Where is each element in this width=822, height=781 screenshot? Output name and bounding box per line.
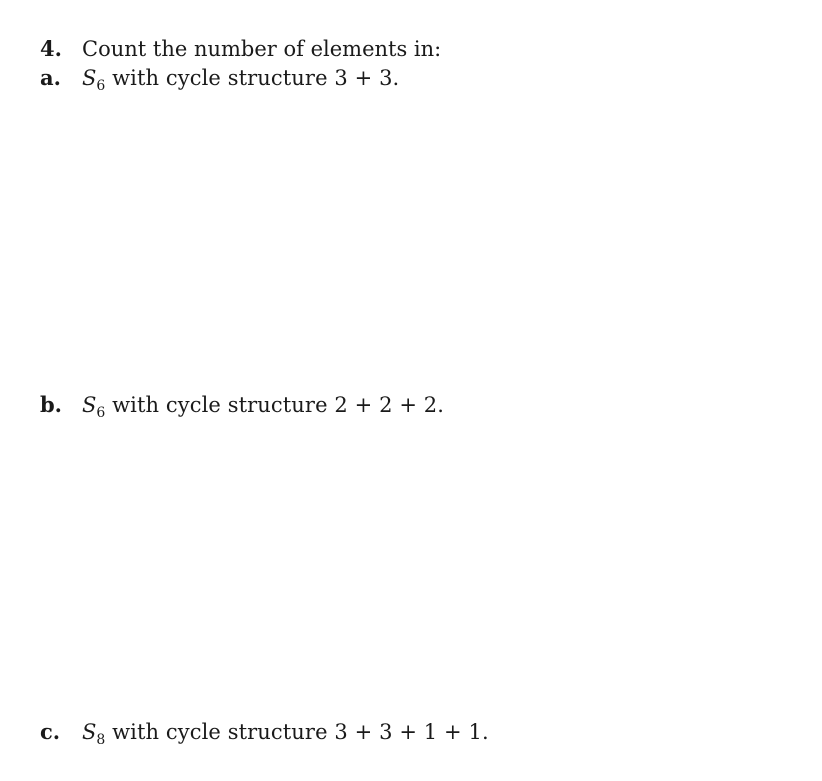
part-a-text: with cycle structure 3 + 3.	[105, 66, 400, 90]
part-b-group	[82, 393, 106, 421]
part-a-group-index: 6	[96, 78, 106, 94]
part-a-label: a.	[40, 65, 61, 90]
part-c	[40, 719, 489, 748]
part-c-group-index: 8	[96, 732, 106, 748]
problem-prompt: Count the number of elements in:	[82, 37, 442, 61]
part-b-group-letter: S	[82, 393, 97, 417]
part-b-group-index: 6	[96, 405, 106, 421]
part-c-group	[82, 720, 106, 748]
part-b-label: b.	[40, 392, 62, 417]
part-c-label: c.	[40, 719, 61, 744]
part-c-text: with cycle structure 3 + 3 + 1 + 1.	[105, 720, 489, 744]
problem-number: 4.	[40, 36, 62, 61]
part-c-group-letter: S	[82, 720, 97, 744]
part-b	[40, 392, 444, 421]
part-a	[40, 65, 399, 94]
part-b-text: with cycle structure 2 + 2 + 2.	[105, 393, 445, 417]
problem-header	[40, 36, 441, 62]
part-a-group	[82, 66, 106, 94]
part-a-group-letter: S	[82, 66, 97, 90]
